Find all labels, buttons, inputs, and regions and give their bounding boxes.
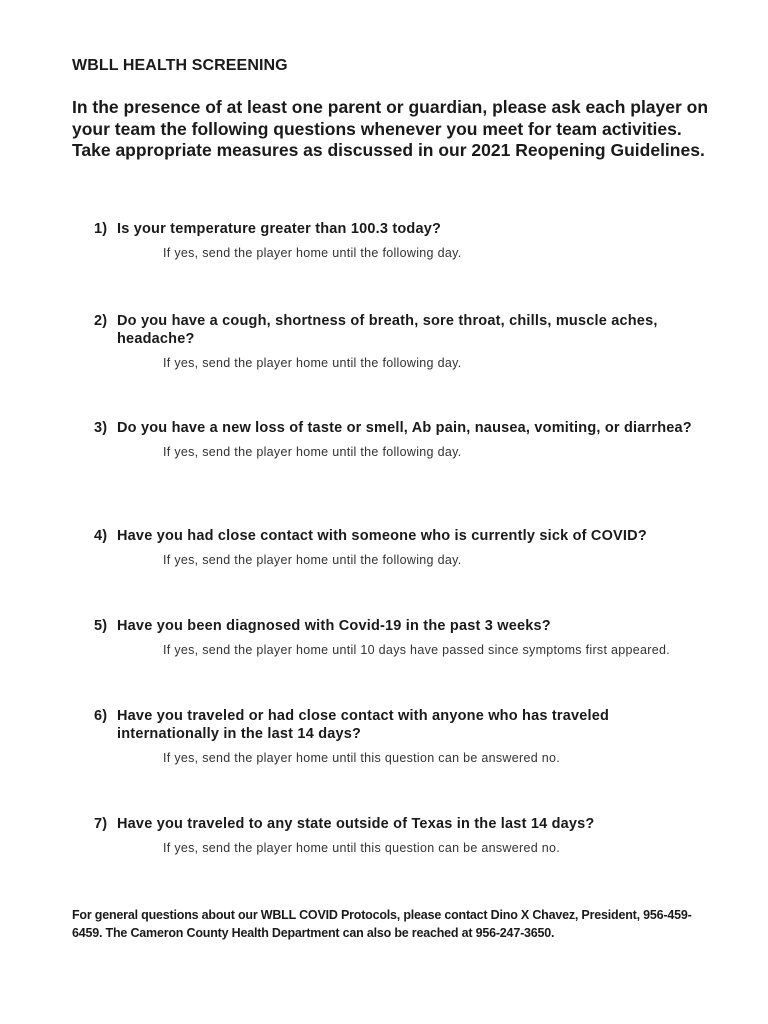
question-number: 6) xyxy=(94,708,108,724)
document-title: WBLL HEALTH SCREENING xyxy=(72,57,288,74)
question-number: 1) xyxy=(94,221,108,237)
question-item xyxy=(94,312,694,371)
question-number: 2) xyxy=(94,313,108,329)
question-item xyxy=(94,815,694,856)
question-number: 4) xyxy=(94,528,108,544)
contact-footer: For general questions about our WBLL COVID Protocols, please contact Dino X Chavez, President, 956-459-6459. The Cameron County Health Department can also be reached at 956-247-3650. xyxy=(72,908,692,940)
question-text: Have you had close contact with someone who is currently sick of COVID? xyxy=(117,528,647,544)
question-instruction: If yes, send the player home until 10 days have passed since symptoms first appeared. xyxy=(163,643,671,657)
question-text: Do you have a new loss of taste or smell, Ab pain, nausea, vomiting, or diarrhea? xyxy=(117,420,692,436)
question-item xyxy=(94,617,694,658)
question-instruction: If yes, send the player home until the following day. xyxy=(163,356,462,370)
question-instruction: If yes, send the player home until this question can be answered no. xyxy=(163,841,561,855)
intro-paragraph: In the presence of at least one parent or guardian, please ask each player on your team the following questions whenever you meet for team activities. Take appropriate measures as discussed in our 2021 Reopening Guidelines. xyxy=(72,97,709,160)
question-item xyxy=(94,419,694,460)
question-number: 3) xyxy=(94,420,108,436)
question-text: Have you been diagnosed with Covid-19 in the past 3 weeks? xyxy=(117,618,551,634)
question-instruction: If yes, send the player home until this question can be answered no. xyxy=(163,751,561,765)
question-instruction: If yes, send the player home until the following day. xyxy=(163,553,462,567)
question-text: Do you have a cough, shortness of breath, sore throat, chills, muscle aches, headache? xyxy=(117,313,658,347)
question-text: Have you traveled to any state outside of Texas in the last 14 days? xyxy=(117,816,595,832)
question-number: 7) xyxy=(94,816,108,832)
question-item xyxy=(94,527,694,568)
question-number: 5) xyxy=(94,618,108,634)
question-text: Is your temperature greater than 100.3 today? xyxy=(117,221,442,237)
question-item xyxy=(94,707,694,766)
question-instruction: If yes, send the player home until the following day. xyxy=(163,445,462,459)
question-instruction: If yes, send the player home until the following day. xyxy=(163,246,462,260)
question-item xyxy=(94,220,694,261)
question-text: Have you traveled or had close contact with anyone who has traveled internationally in the last 14 days? xyxy=(117,708,610,742)
